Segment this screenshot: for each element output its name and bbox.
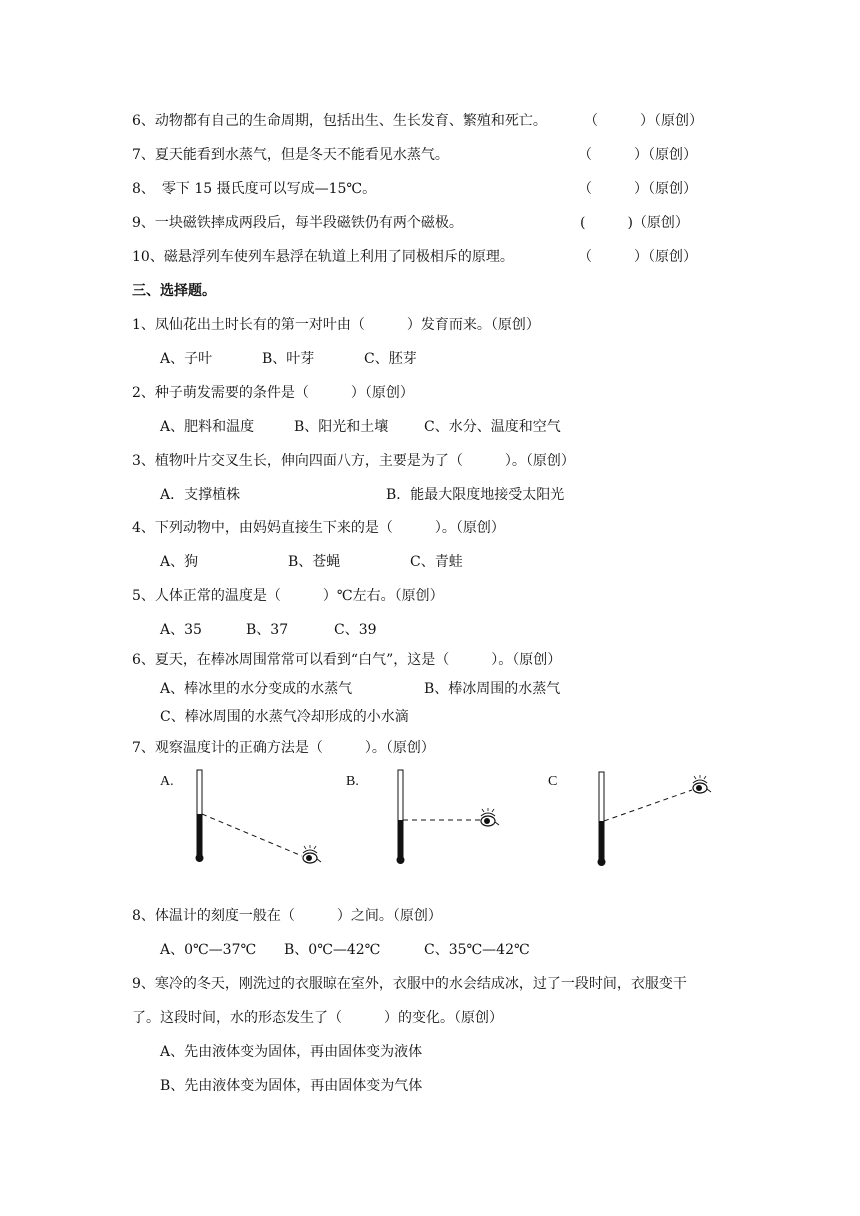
question-7-stem: 7、观察温度计的正确方法是（ ）。（原创） <box>132 740 435 756</box>
thermometer-diagram <box>150 766 730 876</box>
judge-item-6: 6、动物都有自己的生命周期，包括出生、生长发育、繁殖和死亡。 <box>132 113 547 129</box>
judge-answer-10: （ ）（原创） <box>578 249 697 265</box>
question-5-option-b: B、37 <box>246 622 289 638</box>
judge-item-7: 7、夏天能看到水蒸气，但是冬天不能看见水蒸气。 <box>132 147 449 163</box>
question-4-stem: 4、下列动物中，由妈妈直接生下来的是（ ）。（原创） <box>132 520 505 536</box>
eye-c-icon <box>693 775 711 793</box>
judge-item-8: 8、 零下 15 摄氏度可以写成—15℃。 <box>132 181 377 197</box>
question-8-option-c: C、35℃—42℃ <box>424 942 530 958</box>
question-5-option-a: A、35 <box>160 622 202 638</box>
thermometer-a-icon <box>196 770 204 862</box>
thermometer-c-icon <box>598 772 606 866</box>
thermometer-b-icon <box>397 770 405 864</box>
question-8-stem: 8、体温计的刻度一般在（ ）之间。（原创） <box>132 908 442 924</box>
judge-answer-8: （ ）（原创） <box>578 181 697 197</box>
question-2-option-c: C、水分、温度和空气 <box>424 419 561 435</box>
question-3-option-b: B．能最大限度地接受太阳光 <box>386 487 565 503</box>
question-4-option-b: B、苍蝇 <box>288 554 341 570</box>
judge-answer-6: （ ）（原创） <box>584 113 703 129</box>
judge-item-10: 10、磁悬浮列车使列车悬浮在轨道上利用了同极相斥的原理。 <box>132 249 514 265</box>
question-9-option-b: B、先由液体变为固体，再由固体变为气体 <box>160 1078 423 1094</box>
section-title: 三、选择题。 <box>132 283 216 299</box>
question-4-option-c: C、青蛙 <box>410 554 463 570</box>
question-9-stem-line-2: 了。这段时间，水的形态发生了（ ）的变化。（原创） <box>132 1010 503 1026</box>
figure-label-c: C <box>548 774 558 789</box>
figure-label-b: B. <box>346 774 359 789</box>
question-3-option-a: A．支撑植株 <box>160 487 241 503</box>
figure-label-a: A. <box>160 774 174 789</box>
question-9-option-a: A、先由液体变为固体，再由固体变为液体 <box>160 1044 423 1060</box>
question-6-option-b: B、棒冰周围的水蒸气 <box>424 681 561 697</box>
question-3-stem: 3、植物叶片交叉生长，伸向四面八方，主要是为了（ ）。（原创） <box>132 453 575 469</box>
question-5-stem: 5、人体正常的温度是（ ）℃左右。（原创） <box>132 588 444 604</box>
question-9-stem-line-1: 9、寒冷的冬天，刚洗过的衣服晾在室外，衣服中的水会结成冰，过了一段时间，衣服变干 <box>132 976 687 992</box>
sight-line-a <box>202 814 302 856</box>
judge-answer-7: （ ）（原创） <box>578 147 697 163</box>
question-1-stem: 1、凤仙花出土时长有的第一对叶由（ ）发育而来。（原创） <box>132 317 540 333</box>
question-1-option-c: C、胚芽 <box>364 351 417 367</box>
question-8-option-b: B、0℃—42℃ <box>284 942 381 958</box>
question-2-stem: 2、种子萌发需要的条件是（ ）（原创） <box>132 385 414 401</box>
question-6-option-c: C、棒冰周围的水蒸气冷却形成的小水滴 <box>160 709 409 725</box>
sight-line-c <box>604 790 692 821</box>
question-1-option-a: A、子叶 <box>160 351 213 367</box>
question-4-option-a: A、狗 <box>160 554 199 570</box>
eye-b-icon <box>481 808 499 826</box>
question-8-option-a: A、0℃—37℃ <box>160 942 257 958</box>
question-6-stem: 6、夏天，在棒冰周围常常可以看到“白气”，这是（ ）。（原创） <box>132 652 562 668</box>
thermometer-figure <box>150 766 730 876</box>
question-2-option-a: A、肥料和温度 <box>160 419 255 435</box>
question-5-option-c: C、39 <box>334 622 377 638</box>
judge-item-9: 9、一块磁铁摔成两段后，每半段磁铁仍有两个磁极。 <box>132 215 463 231</box>
question-1-option-b: B、叶芽 <box>262 351 315 367</box>
eye-a-icon <box>303 845 321 863</box>
judge-answer-9: ( )（原创） <box>580 215 689 231</box>
question-2-option-b: B、阳光和土壤 <box>294 419 389 435</box>
question-6-option-a: A、棒冰里的水分变成的水蒸气 <box>160 681 353 697</box>
